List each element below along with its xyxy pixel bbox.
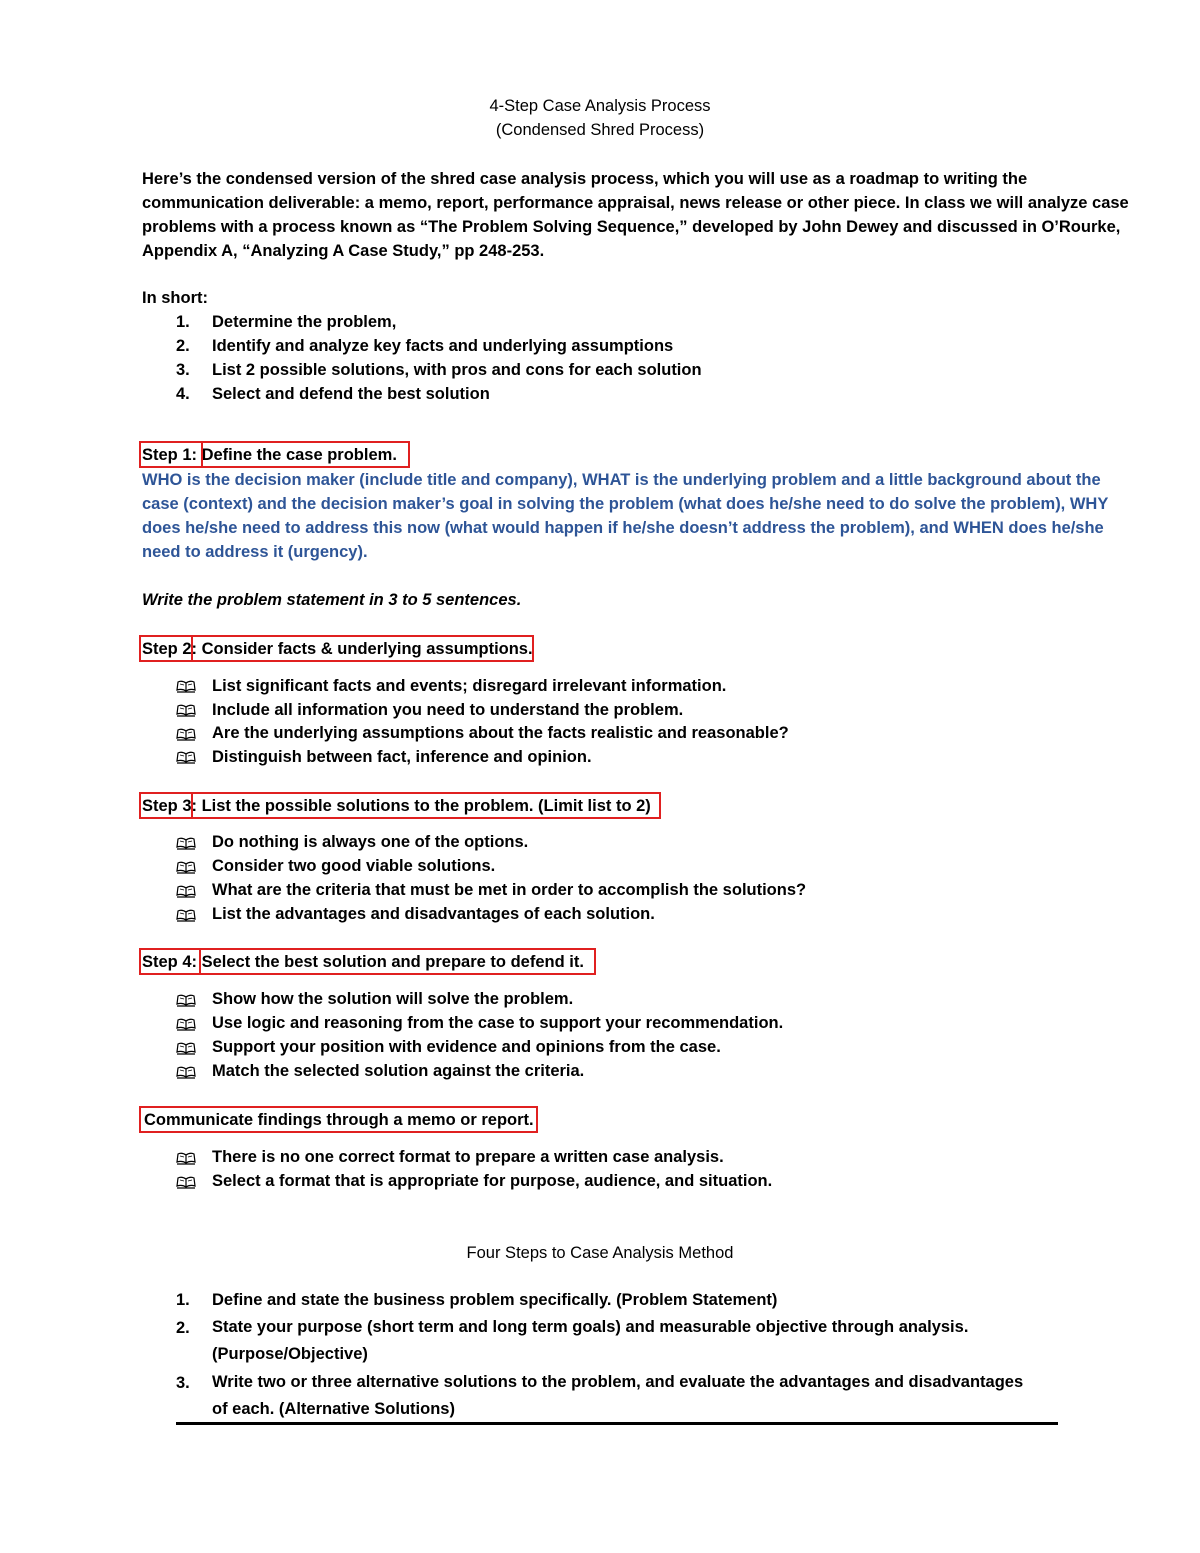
step2-label-box (139, 635, 193, 662)
book-bullet-icon (176, 1041, 196, 1057)
step2-bullet: Distinguish between fact, inference and opinion. (212, 748, 592, 766)
step3-bullet: What are the criteria that must be met in order to accomplish the solutions? (212, 881, 807, 899)
four-steps-number: 2. (176, 1319, 190, 1337)
step2-title-box (191, 635, 534, 662)
communicate-box (139, 1106, 538, 1133)
step4-bullet: Support your position with evidence and opinions from the case. (212, 1038, 721, 1056)
in-short-number: 1. (176, 313, 190, 331)
book-bullet-icon (176, 703, 196, 719)
step2-heading: Step 2: Consider facts & underlying assumptions. (142, 640, 533, 658)
book-bullet-icon (176, 860, 196, 876)
communicate-heading: Communicate findings through a memo or report. (144, 1111, 534, 1129)
step3-bullet: Do nothing is always one of the options. (212, 833, 529, 851)
step2-bullet: List significant facts and events; disregard irrelevant information. (212, 677, 727, 695)
book-bullet-icon (176, 1175, 196, 1191)
book-bullet-icon (176, 884, 196, 900)
step1-label-box (139, 441, 203, 468)
four-steps-number: 1. (176, 1291, 190, 1309)
step4-label-box (139, 948, 201, 975)
four-steps-item: Write two or three alternative solutions to the problem, and evaluate the advantages and disadvantages of each. (Alternative Solutions) (212, 1373, 1024, 1418)
step3-heading: Step 3: List the possible solutions to the problem. (Limit list to 2) (142, 797, 651, 815)
book-bullet-icon (176, 750, 196, 766)
in-short-number: 2. (176, 337, 190, 355)
step1-title-box (201, 441, 410, 468)
step4-bullet: Match the selected solution against the criteria. (212, 1062, 585, 1080)
step4-bullet: Show how the solution will solve the problem. (212, 990, 574, 1008)
step3-bullet: List the advantages and disadvantages of each solution. (212, 905, 655, 923)
intro-paragraph: Here’s the condensed version of the shred case analysis process, which you will use as a roadmap to writing the communication deliverable: a memo, report, performance appraisal, news release or other piece. In class we will analyze case problems with a process known as “The Problem Solving Sequence,” developed by John Dewey and discussed in O’Rourke, Appendix A, “Analyzing A Case Study,” pp 248-253. (142, 170, 1129, 260)
step3-bullet: Consider two good viable solutions. (212, 857, 496, 875)
book-bullet-icon (176, 908, 196, 924)
book-bullet-icon (176, 679, 196, 695)
book-bullet-icon (176, 727, 196, 743)
page-subtitle: (Condensed Shred Process) (495, 121, 705, 139)
four-steps-item: State your purpose (short term and long term goals) and measurable objective through analysis. (Purpose/Objective) (212, 1318, 969, 1363)
in-short-label: In short: (142, 289, 208, 307)
horizontal-rule (176, 1422, 1058, 1425)
in-short-item: Determine the problem, (212, 313, 397, 331)
book-bullet-icon (176, 1151, 196, 1167)
step4-bullet: Use logic and reasoning from the case to support your recommendation. (212, 1014, 784, 1032)
step1-detail: WHO is the decision maker (include title and company), WHAT is the underlying problem and a little background about the case (context) and the decision maker’s goal in solving the problem (what does he/she need to do solve the problem), WHY does he/she need to address this now (what would happen if he/she doesn’t address the problem), and WHEN does he/she need to address it (urgency). (142, 471, 1109, 561)
four-steps-item: Define and state the business problem specifically. (Problem Statement) (212, 1291, 778, 1309)
in-short-number: 3. (176, 361, 190, 379)
in-short-item: Select and defend the best solution (212, 385, 490, 403)
in-short-number: 4. (176, 385, 190, 403)
in-short-item: List 2 possible solutions, with pros and cons for each solution (212, 361, 702, 379)
step4-heading: Step 4: Select the best solution and prepare to defend it. (142, 953, 584, 971)
step3-title-box (191, 792, 661, 819)
book-bullet-icon (176, 1017, 196, 1033)
step4-title-box (199, 948, 596, 975)
step1-instruction: Write the problem statement in 3 to 5 sentences. (142, 591, 522, 609)
in-short-item: Identify and analyze key facts and underlying assumptions (212, 337, 674, 355)
book-bullet-icon (176, 1065, 196, 1081)
communicate-bullet: There is no one correct format to prepare a written case analysis. (212, 1148, 724, 1166)
book-bullet-icon (176, 993, 196, 1009)
book-bullet-icon (176, 836, 196, 852)
page-title: 4-Step Case Analysis Process (489, 97, 711, 115)
step3-label-box (139, 792, 193, 819)
four-steps-title: Four Steps to Case Analysis Method (466, 1244, 734, 1262)
communicate-bullet: Select a format that is appropriate for purpose, audience, and situation. (212, 1172, 773, 1190)
step1-heading: Step 1: Define the case problem. (142, 446, 397, 464)
four-steps-number: 3. (176, 1374, 190, 1392)
step2-bullet: Are the underlying assumptions about the facts realistic and reasonable? (212, 724, 789, 742)
step2-bullet: Include all information you need to understand the problem. (212, 701, 684, 719)
